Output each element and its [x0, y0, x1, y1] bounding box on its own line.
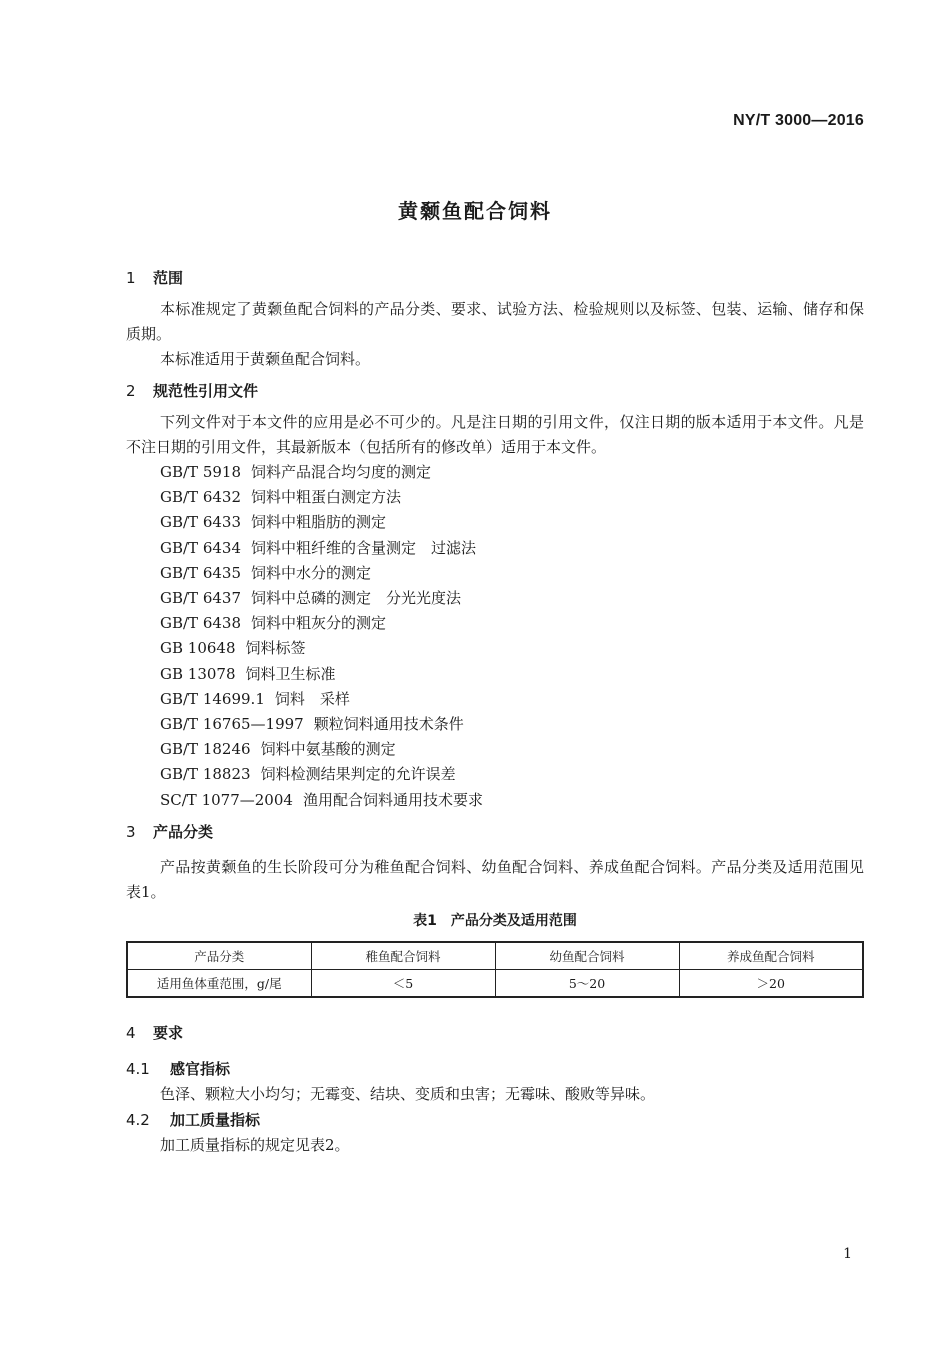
reference-name: 饲料中粗灰分的测定	[251, 614, 387, 633]
reference-item	[126, 636, 864, 661]
subsection-number: 4.2	[126, 1110, 150, 1129]
reference-code: GB/T 14699.1	[160, 689, 265, 708]
section-3-heading	[126, 819, 864, 845]
table-cell: ＞20	[679, 969, 863, 997]
reference-name: 饲料中粗蛋白测定方法	[251, 488, 402, 507]
document-body	[126, 265, 864, 1158]
paragraph: 下列文件对于本文件的应用是必不可少的。凡是注日期的引用文件，仅注日期的版本适用于本文件。凡是不注日期的引用文件，其最新版本（包括所有的修改单）适用于本文件。	[126, 413, 864, 456]
reference-name: 饲料中氨基酸的测定	[260, 740, 396, 759]
table-header-cell: 稚鱼配合饲料	[311, 942, 495, 970]
subsection-title: 加工质量指标	[170, 1110, 261, 1129]
table-header-cell: 产品分类	[127, 942, 311, 970]
product-classification-table	[126, 941, 864, 998]
subsection-number: 4.1	[126, 1059, 150, 1078]
reference-code: SC/T 1077—2004	[160, 790, 293, 809]
page-number: 1	[843, 1246, 852, 1262]
section-number: 3	[126, 822, 136, 841]
reference-code: GB 10648	[160, 639, 236, 658]
section-2-heading	[126, 378, 864, 404]
section-1-heading	[126, 265, 864, 291]
reference-name: 饲料产品混合均匀度的测定	[251, 463, 432, 481]
subsection-title: 感官指标	[170, 1059, 231, 1078]
reference-name: 饲料中总磷的测定 分光光度法	[251, 589, 462, 608]
reference-item	[126, 712, 864, 737]
reference-name: 饲料卫生标准	[245, 664, 336, 683]
section-number: 1	[126, 269, 136, 287]
section-4-heading	[126, 1020, 864, 1046]
reference-item	[126, 662, 864, 687]
subsection-4-2-heading	[126, 1107, 864, 1133]
reference-name: 渔用配合饲料通用技术要求	[302, 790, 483, 809]
table-header-row	[127, 942, 863, 970]
table-cell: 5～20	[495, 969, 679, 997]
reference-name: 颗粒饲料通用技术条件	[313, 715, 464, 734]
paragraph: 本标准适用于黄颡鱼配合饲料。	[160, 350, 371, 368]
reference-code: GB/T 6433	[160, 513, 242, 532]
paragraph: 产品按黄颡鱼的生长阶段可分为稚鱼配合饲料、幼鱼配合饲料、养成鱼配合饲料。产品分类及适用范围见表1。	[126, 857, 864, 901]
table-cell: 适用鱼体重范围，g/尾	[127, 969, 311, 997]
reference-name: 饲料中水分的测定	[251, 563, 372, 582]
subsection-4-1-heading	[126, 1056, 864, 1082]
section-title: 范围	[153, 269, 184, 287]
paragraph: 色泽、颗粒大小均匀；无霉变、结块、变质和虫害；无霉味、酸败等异味。	[160, 1084, 656, 1103]
reference-code: GB 13078	[160, 664, 236, 683]
section-title: 产品分类	[153, 822, 214, 841]
section-title: 要求	[153, 1023, 184, 1042]
reference-item	[126, 788, 864, 813]
reference-name: 饲料中粗纤维的含量测定 过滤法	[251, 538, 477, 557]
reference-code: GB/T 18823	[160, 765, 251, 784]
table-header-cell: 养成鱼配合饲料	[679, 942, 863, 970]
reference-item	[126, 687, 864, 712]
reference-list	[126, 460, 864, 813]
reference-item	[126, 737, 864, 762]
paragraph: 加工质量指标的规定见表2。	[160, 1135, 350, 1154]
section-number: 2	[126, 382, 136, 400]
reference-name: 饲料标签	[245, 639, 306, 658]
paragraph: 本标准规定了黄颡鱼配合饲料的产品分类、要求、试验方法、检验规则以及标签、包装、运输、储存和保质期。	[126, 300, 864, 343]
reference-code: GB/T 18246	[160, 740, 251, 759]
reference-code: GB/T 6435	[160, 563, 242, 582]
reference-code: GB/T 5918	[160, 463, 242, 481]
reference-code: GB/T 16765—1997	[160, 715, 304, 734]
reference-name: 饲料检测结果判定的允许误差	[260, 765, 456, 784]
reference-name: 饲料 采样	[274, 689, 350, 708]
reference-item	[126, 611, 864, 636]
standard-code: NY/T 3000—2016	[733, 112, 864, 129]
table-row	[127, 969, 863, 997]
reference-item	[126, 510, 864, 535]
reference-item	[126, 762, 864, 787]
table-caption: 表1 产品分类及适用范围	[413, 912, 577, 929]
reference-item	[126, 485, 864, 510]
document-title: 黄颡鱼配合饲料	[398, 199, 552, 223]
reference-item	[126, 460, 864, 485]
reference-item	[126, 561, 864, 586]
reference-code: GB/T 6438	[160, 614, 242, 633]
section-title: 规范性引用文件	[153, 382, 259, 400]
reference-code: GB/T 6434	[160, 538, 242, 557]
table-cell: ＜5	[311, 969, 495, 997]
reference-name: 饲料中粗脂肪的测定	[251, 513, 387, 532]
table-header-cell: 幼鱼配合饲料	[495, 942, 679, 970]
reference-code: GB/T 6437	[160, 589, 242, 608]
section-number: 4	[126, 1023, 136, 1042]
reference-item	[126, 536, 864, 561]
reference-item	[126, 586, 864, 611]
reference-code: GB/T 6432	[160, 488, 242, 507]
